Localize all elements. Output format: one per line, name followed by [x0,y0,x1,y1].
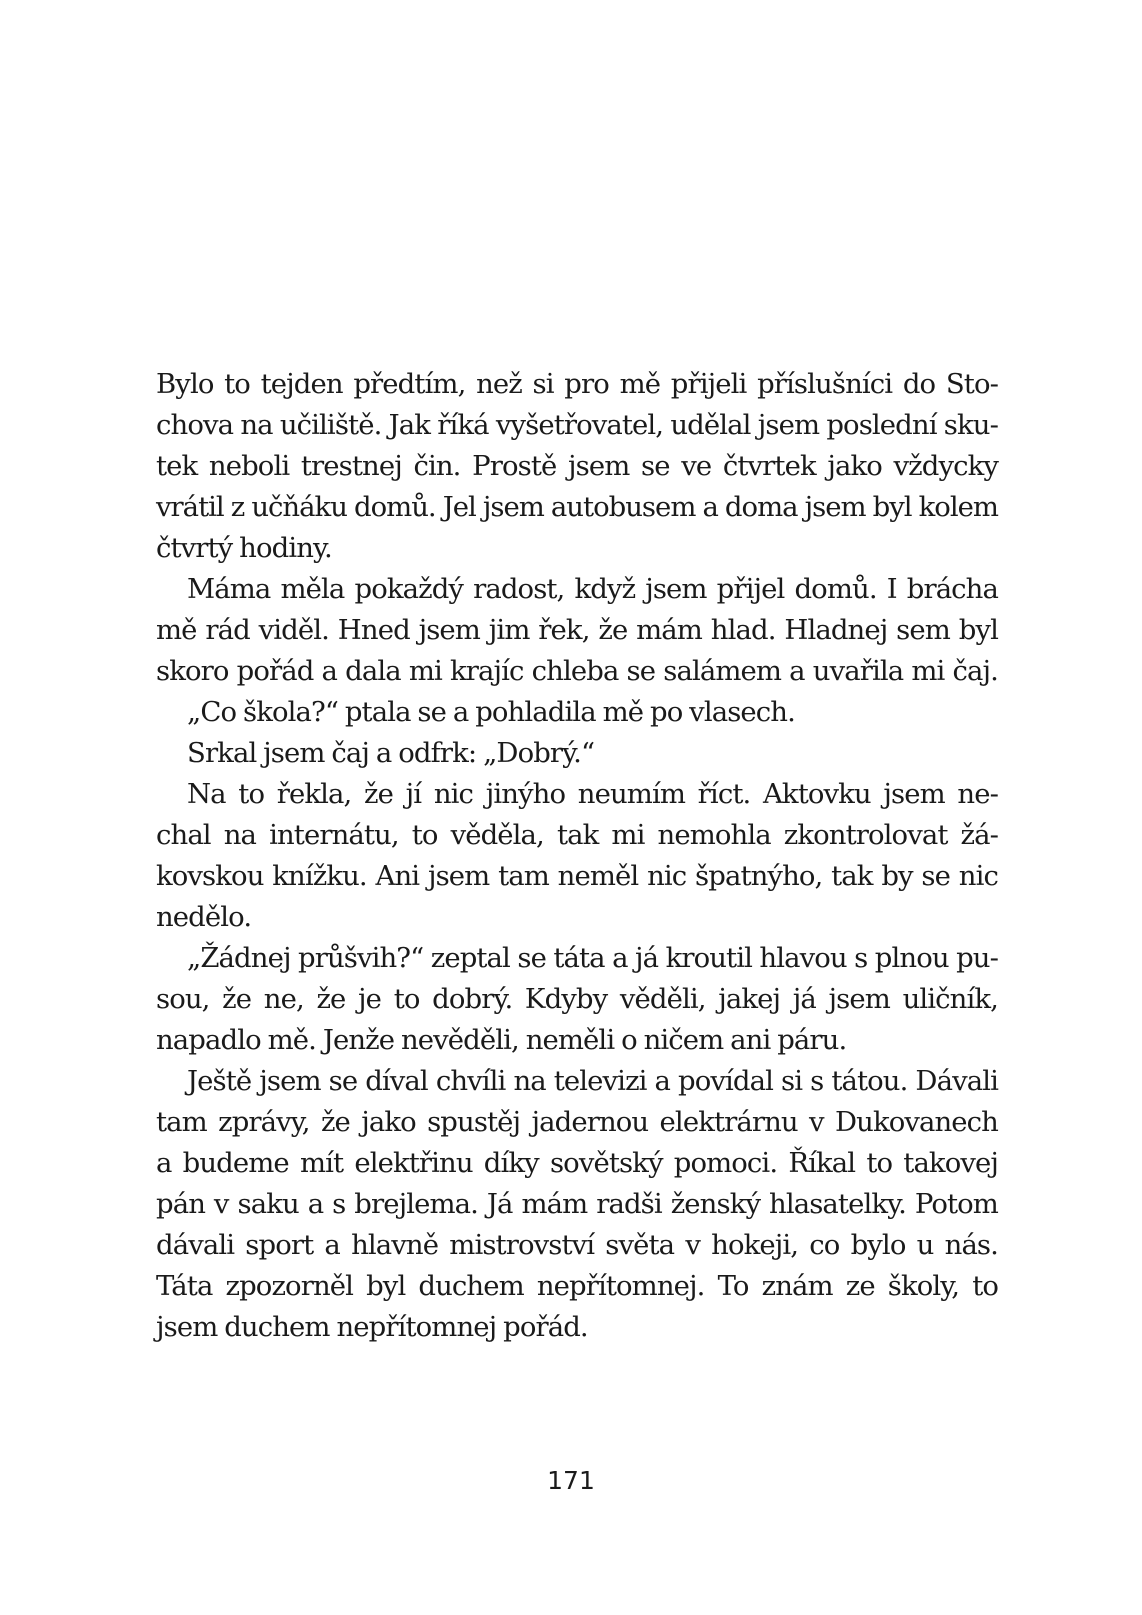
text-line: čtvrtý hodiny. [156,532,332,564]
text-line: dávali sport a hlavně mistrovství světa v hokeji, co bylo u nás. [156,1229,998,1261]
text-line: nedělo. [156,901,252,933]
text-line: Bylo to tejden předtím, než si pro mě přijeli příslušníci do Sto- [156,368,998,400]
page-number: 171 [547,1466,595,1495]
text-line: a budeme mít elektřinu díky sovětský pomoci. Říkal to takovej [156,1147,998,1179]
text-line: Srkal jsem čaj a odfrk: „Dobrý.“ [187,737,595,769]
text-line: Na to řekla, že jí nic jinýho neumím říct. Aktovku jsem ne- [187,778,998,810]
text-line: jsem duchem nepřítomnej pořád. [156,1311,588,1343]
text-line: „Co škola?“ ptala se a pohladila mě po vlasech. [187,696,795,728]
text-line: Táta zpozorněl byl duchem nepřítomnej. To znám ze školy, to [156,1270,998,1302]
text-line: skoro pořád a dala mi krajíc chleba se salámem a uvařila mi čaj. [156,655,998,687]
text-line: vrátil z učňáku domů. Jel jsem autobusem a doma jsem byl kolem [156,491,998,523]
text-line: kovskou knížku. Ani jsem tam neměl nic špatnýho, tak by se nic [156,860,998,892]
text-line: pán v saku a s brejlema. Já mám radši ženský hlasatelky. Potom [156,1188,998,1220]
text-line: sou, že ne, že je to dobrý. Kdyby věděli, jakej já jsem uličník, [156,983,998,1015]
text-line: chova na učiliště. Jak říká vyšetřovatel, udělal jsem poslední sku- [156,409,998,441]
text-line: tek neboli trestnej čin. Prostě jsem se ve čtvrtek jako vždycky [156,450,998,482]
page-body-text [156,364,998,1348]
text-line: napadlo mě. Jenže nevěděli, neměli o ničem ani páru. [156,1024,847,1056]
text-line: chal na internátu, to věděla, tak mi nemohla zkontrolovat žá- [156,819,998,851]
text-line: mě rád viděl. Hned jsem jim řek, že mám hlad. Hladnej sem byl [156,614,998,646]
text-line: Ještě jsem se díval chvíli na televizi a povídal si s tátou. Dávali [187,1065,998,1097]
text-line: „Žádnej průšvih?“ zeptal se táta a já kroutil hlavou s plnou pu- [187,942,998,974]
text-line: tam zprávy, že jako spustěj jadernou elektrárnu v Dukovanech [156,1106,998,1138]
text-line: Máma měla pokaždý radost, když jsem přijel domů. I brácha [187,573,998,605]
